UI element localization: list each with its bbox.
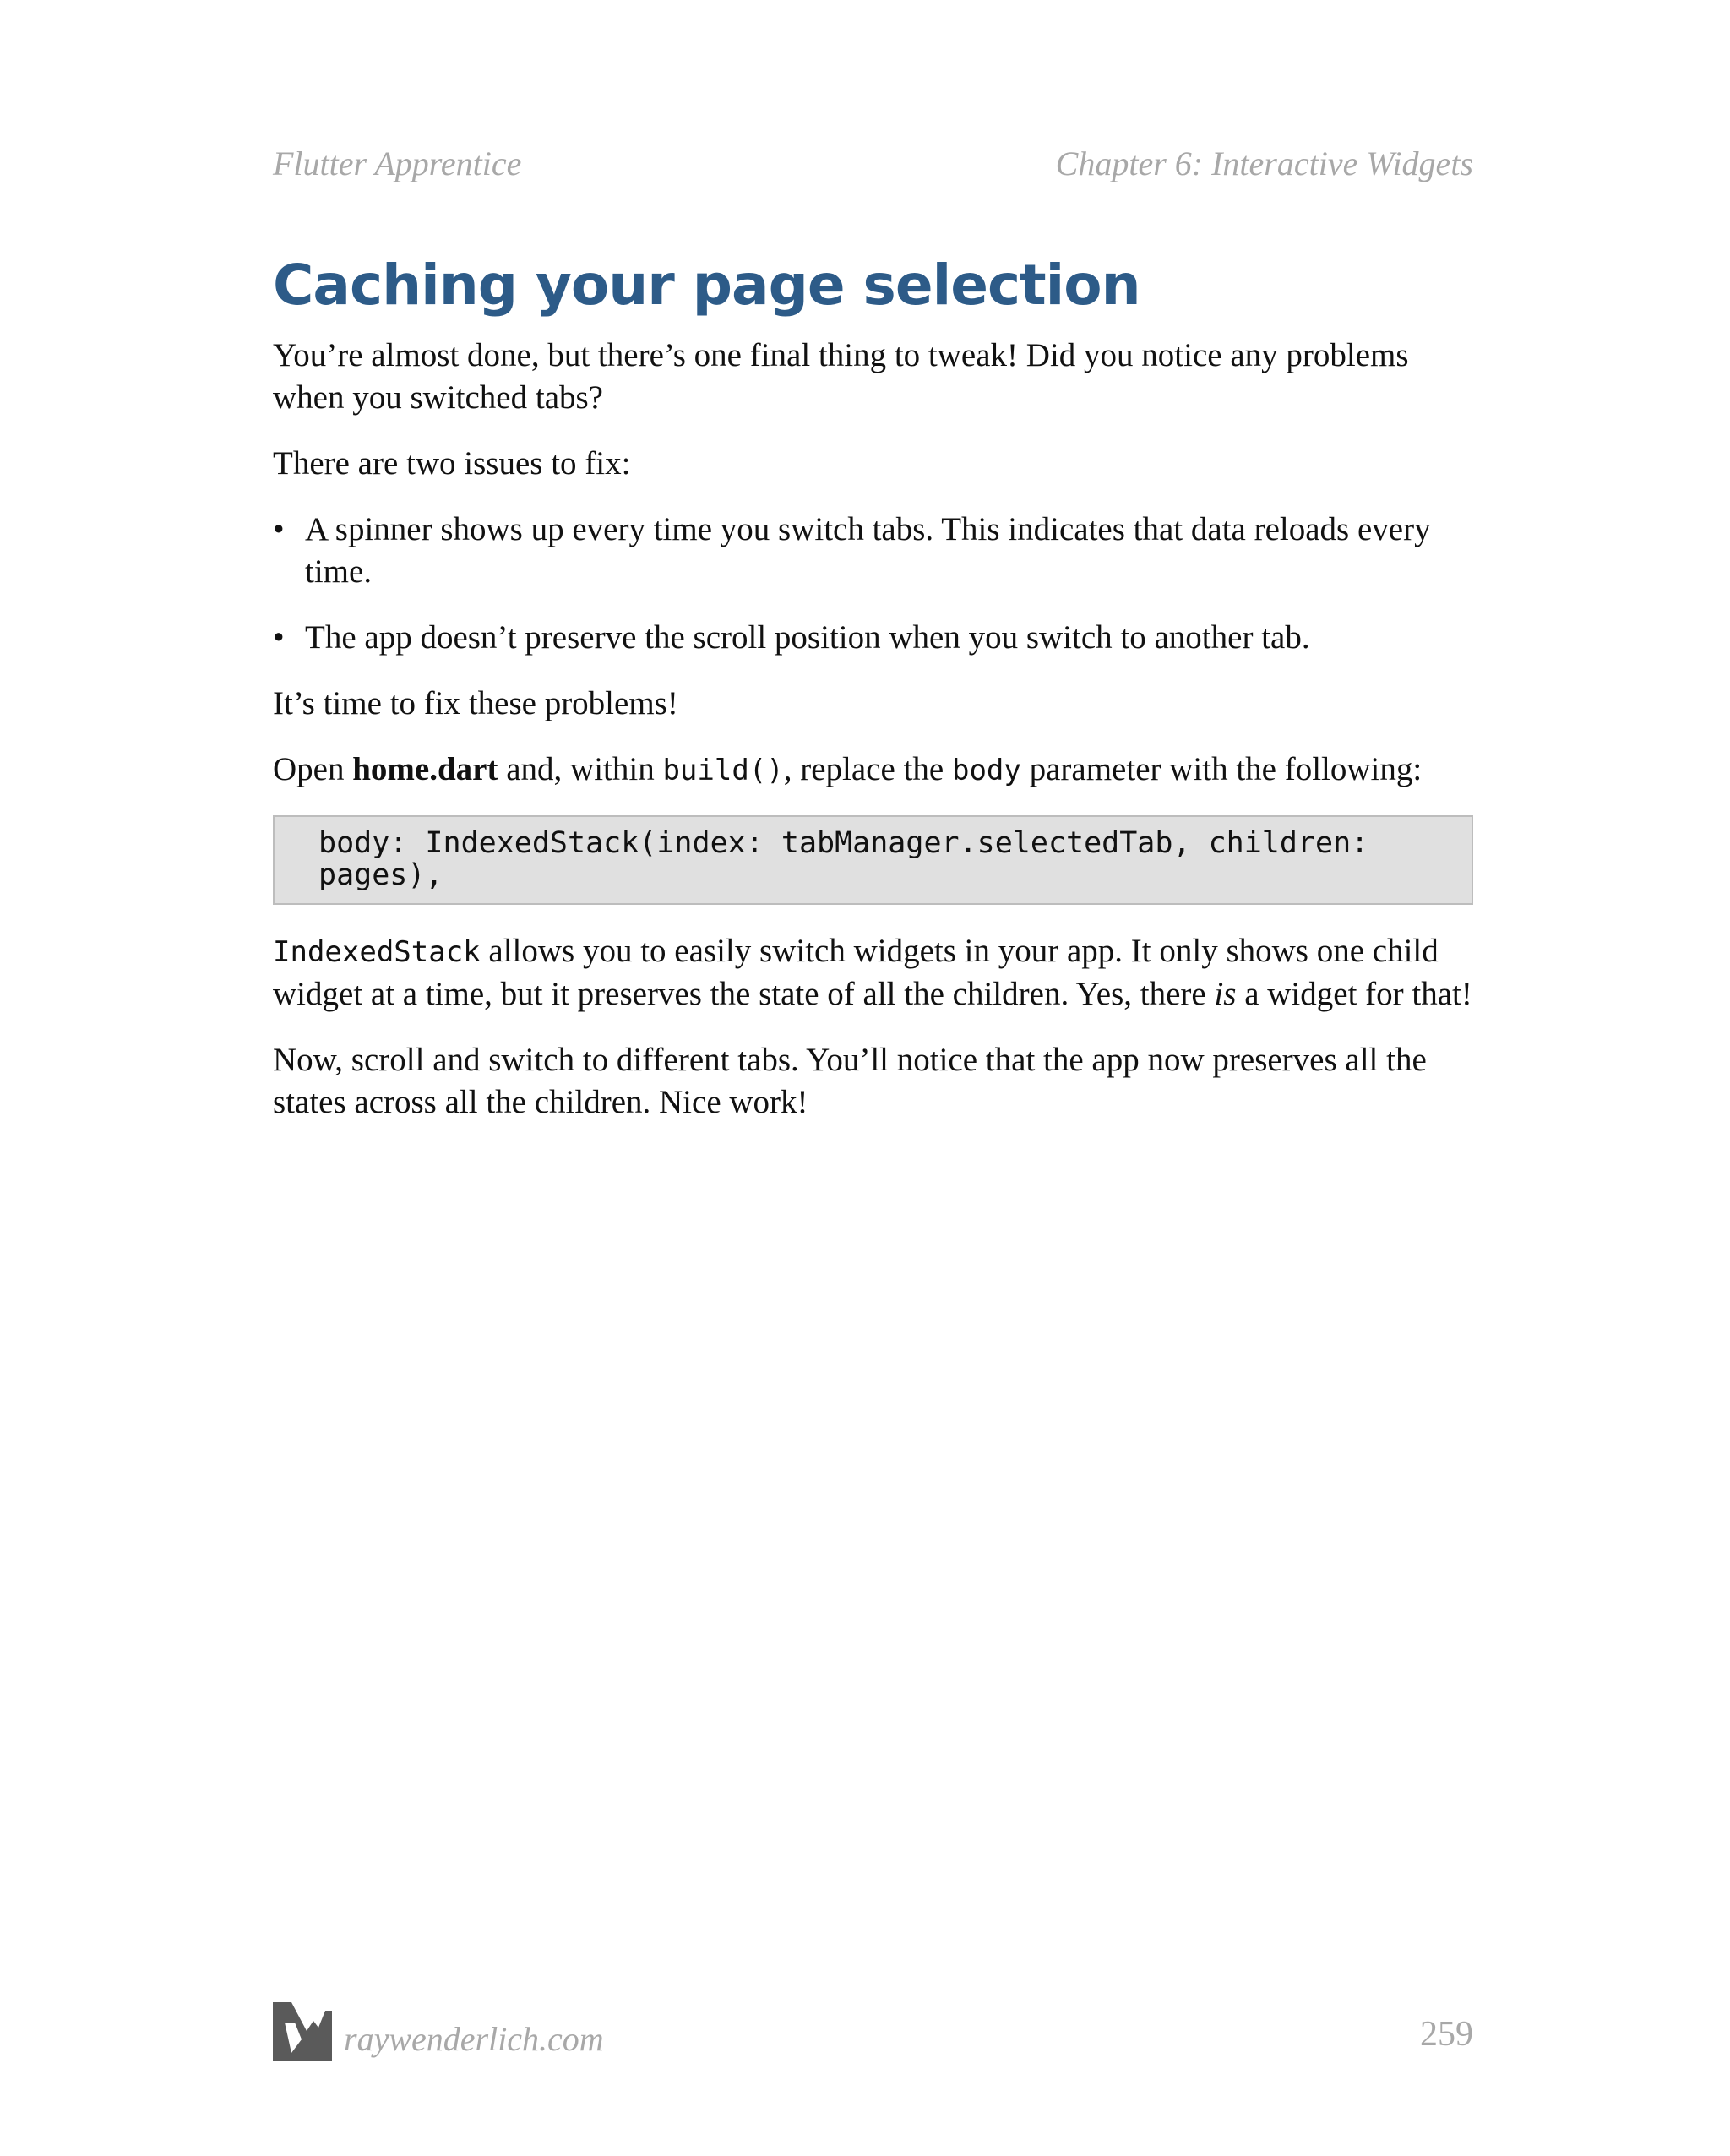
explanation-paragraph (273, 930, 1473, 1015)
list-item (273, 509, 1473, 593)
list-item (273, 617, 1473, 659)
param-code: body (951, 753, 1021, 787)
issues-list (273, 509, 1473, 659)
running-header (273, 144, 1473, 183)
emphasis-text: is (1214, 975, 1237, 1012)
closing-paragraph: Now, scroll and switch to different tabs. You’ll notice that the app now preserves all the states across all the children. Nice work! (273, 1041, 1427, 1120)
page-content (273, 253, 1473, 1147)
instruction-text: and, within (498, 750, 663, 787)
intro-paragraph: You’re almost done, but there’s one final thing to tweak! Did you notice any problems when you switched tabs? (273, 336, 1409, 416)
instruction-text: parameter with the following: (1020, 750, 1423, 787)
instruction-text: , replace the (783, 750, 952, 787)
chapter-title: Chapter 6: Interactive Widgets (1055, 144, 1473, 182)
page-number: 259 (1420, 2015, 1473, 2054)
issue-text: The app doesn’t preserve the scroll position when you switch to another tab. (305, 618, 1310, 656)
section-heading: Caching your page selection (273, 253, 1140, 318)
page-footer (273, 2002, 1473, 2070)
explanation-text: a widget for that! (1236, 975, 1472, 1012)
code-block: body: IndexedStack(index: tabManager.selectedTab, children: pages), (273, 815, 1473, 905)
raywenderlich-logo-icon (273, 2002, 332, 2061)
book-title: Flutter Apprentice (273, 144, 522, 182)
issue-text: A spinner shows up every time you switch tabs. This indicates that data reloads every time. (305, 510, 1431, 590)
instruction-paragraph (273, 749, 1473, 792)
bullet-icon: • (273, 510, 285, 547)
widget-code: IndexedStack (273, 934, 481, 969)
bullet-icon: • (273, 618, 285, 656)
fix-lead-paragraph: It’s time to fix these problems! (273, 684, 678, 721)
method-code: build() (662, 753, 784, 787)
file-name: home.dart (352, 750, 498, 787)
footer-site-link[interactable]: raywenderlich.com (344, 2020, 604, 2058)
issues-lead-paragraph: There are two issues to fix: (273, 444, 631, 482)
instruction-text: Open (273, 750, 353, 787)
explanation-text: allows you to easily switch widgets in your app. It only shows one child widget at a time, but it preserves the state of all the children. Yes, there (273, 932, 1439, 1012)
